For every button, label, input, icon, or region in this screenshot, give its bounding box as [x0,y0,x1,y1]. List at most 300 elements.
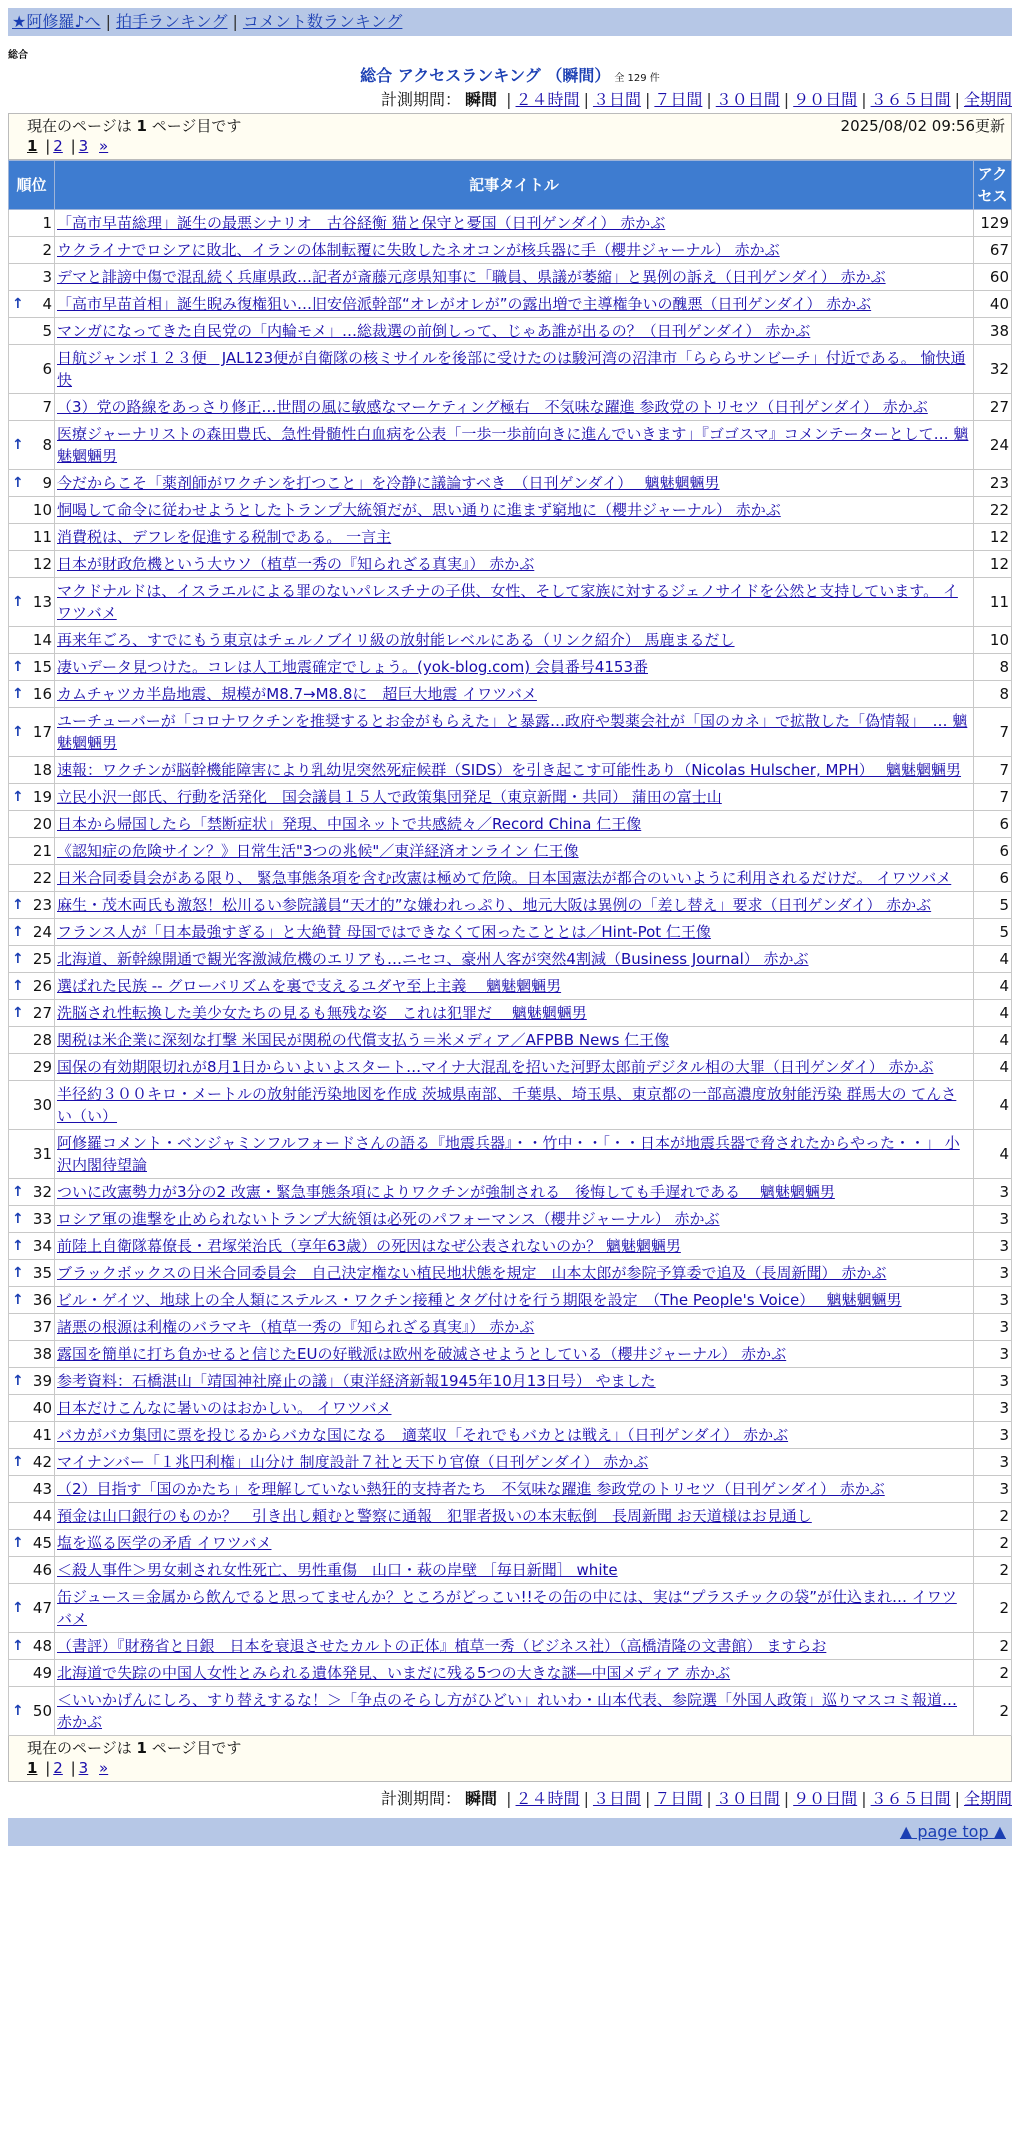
access-count: 6 [974,838,1012,865]
up-arrow-icon: ↑ [12,724,24,740]
rank-number: 27 [32,1004,52,1022]
table-row [9,497,1012,524]
rank-cell [9,470,55,497]
article-link[interactable]: （3）党の路線をあっさり修正…世間の風に敏感なマーケティング極右 不気味な躍進 参政党のトリセツ（日刊ゲンダイ） 赤かぶ [57,398,928,416]
access-count: 2 [974,1660,1012,1687]
access-count: 10 [974,627,1012,654]
access-count: 2 [974,1633,1012,1660]
access-count: 6 [974,865,1012,892]
article-link[interactable]: 露国を簡単に打ち負かせると信じたEUの好戦派は欧州を破滅させようとしている（櫻井ジャーナル） 赤かぶ [57,1345,787,1363]
period-separator: | [783,90,790,109]
period-option-link[interactable]: ９０日間 [793,90,858,109]
rank-cell [9,497,55,524]
rank-number: 7 [42,398,52,416]
rank-cell [9,708,55,757]
rank-number: 23 [32,896,52,914]
period-separator: | [783,1789,790,1808]
article-link[interactable]: 消費税は、デフレを促進する税制である。 一言主 [57,528,392,546]
rank-cell [9,1287,55,1314]
rank-cell [9,681,55,708]
title-cell [55,654,974,681]
article-link[interactable]: 預金は山口銀行のものか？ 引き出し頼むと警察に通報 犯罪者扱いの本末転倒 長周新聞 お天道様はお見通し [57,1507,812,1525]
rank-number: 18 [32,761,52,779]
next-page-link[interactable]: » [99,1759,109,1777]
access-count: 3 [974,1476,1012,1503]
table-row [9,681,1012,708]
table-row [9,1633,1012,1660]
rank-cell [9,1314,55,1341]
period-option-link[interactable]: ３０日間 [715,1789,780,1808]
rank-cell [9,1000,55,1027]
table-row [9,1476,1012,1503]
period-separator: | [861,1789,867,1808]
rank-cell [9,524,55,551]
rank-cell [9,1449,55,1476]
access-count: 3 [974,1449,1012,1476]
up-arrow-icon: ↑ [12,296,24,312]
rank-number: 42 [32,1453,52,1471]
title-cell [55,470,974,497]
title-cell [55,757,974,784]
period-separator: | [954,1789,960,1808]
access-count: 4 [974,1000,1012,1027]
article-link[interactable]: 塩を巡る医学の矛盾 イワツバメ [57,1534,272,1552]
rank-cell [9,1179,55,1206]
rank-cell [9,1633,55,1660]
page-top-link[interactable]: ▲ page top ▲ [899,1822,1006,1841]
up-arrow-icon: ↑ [12,924,24,940]
current-page-text: 現在のページは 1 ページ目です [27,117,242,135]
title-cell [55,1287,974,1314]
period-option-link[interactable]: ３６５日間 [870,90,951,109]
access-count: 2 [974,1503,1012,1530]
table-row [9,237,1012,264]
title-cell [55,1449,974,1476]
access-count: 2 [974,1584,1012,1633]
table-row [9,318,1012,345]
article-link[interactable]: ＜殺人事件＞男女刺され女性死亡、男性重傷 山口・萩の岸壁 ［毎日新聞］ white [57,1561,618,1579]
title-cell [55,1503,974,1530]
rank-cell [9,237,55,264]
page-link-2[interactable]: 2 [53,137,63,155]
table-row [9,1557,1012,1584]
article-link[interactable]: 恫喝して命令に従わせようとしたトランプ大統領だが、思い通りに進まず窮地に（櫻井ジャーナル） 赤かぶ [57,501,781,519]
article-link[interactable]: マンガになってきた自民党の「内輪モメ」…総裁選の前倒しって、じゃあ誰が出るの？（日刊ゲンダイ） 赤かぶ [57,322,811,340]
table-row [9,524,1012,551]
table-row [9,1054,1012,1081]
rank-number: 48 [32,1637,52,1655]
table-row [9,1314,1012,1341]
period-option-link[interactable]: ２４時間 [515,1789,580,1808]
article-link[interactable]: 立民小沢一郎氏、行動を活発化 国会議員１５人で政策集団発足（東京新聞・共同） 蒲田の富士山 [57,788,722,806]
table-row [9,1027,1012,1054]
access-count: 23 [974,470,1012,497]
up-arrow-icon: ↑ [12,659,24,675]
rank-number: 20 [32,815,52,833]
article-link[interactable]: 半径約３００キロ・メートルの放射能汚染地図を作成 茨城県南部、千葉県、埼玉県、東京都の一部高濃度放射能汚染 群馬大の てんさい（い） [57,1085,957,1125]
article-link[interactable]: 日本から帰国したら「禁断症状」発現、中国ネットで共感続々／Record China 仁王像 [57,815,642,833]
access-count: 12 [974,524,1012,551]
rank-cell [9,578,55,627]
up-arrow-icon: ↑ [12,1211,24,1227]
table-row [9,946,1012,973]
rank-number: 19 [32,788,52,806]
article-link[interactable]: バカがバカ集団に票を投じるからバカな国になる 適菜収「それでもバカとは戦え」（日刊ゲンダイ） 赤かぶ [57,1426,789,1444]
article-link[interactable]: 北海道で失踪の中国人女性とみられる遺体発見、いまだに残る5つの大きな謎―中国メディア 赤かぶ [57,1664,731,1682]
title-cell [55,1027,974,1054]
rank-cell [9,919,55,946]
access-count: 3 [974,1422,1012,1449]
title-cell [55,421,974,470]
access-count: 24 [974,421,1012,470]
rank-cell [9,865,55,892]
rank-cell [9,1687,55,1736]
rank-cell [9,1081,55,1130]
period-option-link[interactable]: ３日間 [592,1789,641,1808]
table-row [9,1341,1012,1368]
article-link[interactable]: ウクライナでロシアに敗北、イランの体制転覆に失敗したネオコンが核兵器に手（櫻井ジャーナル） 赤かぶ [57,241,780,259]
article-link[interactable]: マクドナルドは、イスラエルによる罪のないパレスチナの子供、女性、そして家族に対するジェノサイドを公然と支持しています。 イワツバメ [57,582,958,622]
table-row [9,1503,1012,1530]
article-link[interactable]: 再来年ごろ、すでにもう東京はチェルノブイリ級の放射能レベルにある（リンク紹介） 馬鹿まるだし [57,631,735,649]
rank-cell [9,784,55,811]
article-link[interactable]: 前陸上自衛隊幕僚長・君塚栄治氏（享年63歳）の死因はなぜ公表されないのか？ 魑魅魍魎男 [57,1237,681,1255]
rank-number: 9 [42,474,52,492]
article-link[interactable]: 日本が財政危機という大ウソ（植草一秀の『知られざる真実』） 赤かぶ [57,555,535,573]
rank-number: 3 [42,268,52,286]
up-arrow-icon: ↑ [12,1454,24,1470]
period-option-link[interactable]: ３６５日間 [870,1789,951,1808]
rank-cell [9,210,55,237]
rank-number: 4 [42,295,52,313]
access-count: 32 [974,345,1012,394]
article-link[interactable]: 「高市早苗首相」誕生睨み復権狙い…旧安倍派幹部“オレがオレが”の露出増で主導権争いの醜悪（日刊ゲンダイ） 赤かぶ [57,295,872,313]
period-option-link[interactable]: ９０日間 [793,1789,858,1808]
article-link[interactable]: 今だからこそ「薬剤師がワクチンを打つこと」を冷静に議論すべき （日刊ゲンダイ） 魑魅魍魎男 [57,474,720,492]
rank-cell [9,1530,55,1557]
rank-number: 38 [32,1345,52,1363]
period-separator: | [706,90,712,109]
table-row [9,1395,1012,1422]
period-separator: | [583,1789,589,1808]
period-option-link[interactable]: 全期間 [963,90,1012,109]
access-count: 60 [974,264,1012,291]
rank-number: 11 [32,528,52,546]
access-count: 22 [974,497,1012,524]
table-row [9,1260,1012,1287]
article-link[interactable]: 麻生・茂木両氏も激怒！松川るい参院議員“天才的”な嫌われっぷり、地元大阪は異例の「差し替え」要求（日刊ゲンダイ） 赤かぶ [57,896,932,914]
comment-ranking-link[interactable]: コメント数ランキング [242,12,403,31]
page-link-current: 1 [27,137,38,155]
article-link[interactable]: 北海道、新幹線開通で観光客激減危機のエリアも…ニセコ、豪州人客が突然4割減（Business Journal） 赤かぶ [57,950,809,968]
rank-cell [9,264,55,291]
access-count: 4 [974,946,1012,973]
up-arrow-icon: ↑ [12,594,24,610]
rank-number: 14 [32,631,52,649]
title-cell [55,1422,974,1449]
up-arrow-icon: ↑ [12,1535,24,1551]
rank-number: 15 [32,658,52,676]
access-count: 4 [974,1130,1012,1179]
access-count: 8 [974,681,1012,708]
article-link[interactable]: 参考資料：石橋湛山「靖国神社廃止の議」（東洋経済新報1945年10月13日号） やました [57,1372,656,1390]
title-cell [55,394,974,421]
up-arrow-icon: ↑ [12,1184,24,1200]
table-row [9,470,1012,497]
rank-cell [9,1422,55,1449]
up-arrow-icon: ↑ [12,686,24,702]
rank-number: 44 [32,1507,52,1525]
rank-number: 10 [32,501,52,519]
table-row [9,757,1012,784]
page-link-3[interactable]: 3 [78,137,89,155]
title-cell [55,1341,974,1368]
article-link[interactable]: 阿修羅コメント・ベンジャミンフルフォードさんの語る『地震兵器』・・竹中・・「・・日本が地震兵器で脅されたからやった・・」 小沢内閣待望論 [57,1134,960,1174]
up-arrow-icon: ↑ [12,1703,24,1719]
access-count: 5 [974,892,1012,919]
nav-separator: | [232,12,238,31]
rank-cell [9,1130,55,1179]
title-cell [55,811,974,838]
table-row [9,1233,1012,1260]
rank-number: 49 [32,1664,52,1682]
table-row [9,919,1012,946]
article-link[interactable]: 諸悪の根源は利権のバラマキ（植草一秀の『知られざる真実』） 赤かぶ [57,1318,535,1336]
rank-number: 35 [32,1264,52,1282]
title-cell [55,264,974,291]
period-separator: | [861,90,867,109]
table-row [9,1368,1012,1395]
rank-cell [9,1476,55,1503]
article-link[interactable]: ブラックボックスの日米合同委員会 自己決定権ない植民地状態を規定 山本太郎が参院予算委で追及（長周新聞） 赤かぶ [57,1264,887,1282]
title-cell [55,318,974,345]
period-separator: | [644,90,651,109]
table-row [9,1179,1012,1206]
period-separator: | [954,90,960,109]
rank-number: 16 [32,685,52,703]
rank-number: 21 [32,842,52,860]
title-cell [55,210,974,237]
title-cell [55,973,974,1000]
up-arrow-icon: ↑ [12,1600,24,1616]
title-cell [55,1395,974,1422]
up-arrow-icon: ↑ [12,1373,24,1389]
rank-number: 25 [32,950,52,968]
title-cell [55,237,974,264]
access-count: 12 [974,551,1012,578]
article-link[interactable]: 洗脳され性転換した美少女たちの見るも無残な姿 これは犯罪だ 魑魅魍魎男 [57,1004,587,1022]
title-cell [55,838,974,865]
article-link[interactable]: ビル・ゲイツ、地球上の全人類にステルス・ワクチン接種とタグ付けを行う期限を設定 （The People's Voice） 魑魅魍魎男 [57,1291,902,1309]
access-count: 27 [974,394,1012,421]
article-link[interactable]: （書評）『財務省と日銀 日本を衰退させたカルトの正体』植草一秀（ビジネス社）（高橋清隆の文書館） ますらお [57,1637,827,1655]
table-row [9,865,1012,892]
access-count: 2 [974,1530,1012,1557]
up-arrow-icon: ↑ [12,1005,24,1021]
up-arrow-icon: ↑ [12,1265,24,1281]
article-link[interactable]: カムチャツカ半島地震、規模がM8.7→M8.8に 超巨大地震 イワツバメ [57,685,537,703]
period-selector-bottom [8,1786,1012,1812]
period-option-link[interactable]: 全期間 [963,1789,1012,1808]
access-count: 3 [974,1395,1012,1422]
period-option-link[interactable]: ２４時間 [515,90,580,109]
access-count: 6 [974,811,1012,838]
page-link-current: 1 [27,1759,38,1777]
period-option-link[interactable]: ３０日間 [715,90,780,109]
home-link[interactable]: ★阿修羅♪へ [12,12,101,31]
rank-cell [9,1341,55,1368]
rank-number: 12 [32,555,52,573]
clap-ranking-link[interactable]: 拍手ランキング [115,12,228,31]
table-row [9,708,1012,757]
top-nav-bar [8,8,1012,36]
table-row [9,654,1012,681]
table-row [9,1081,1012,1130]
title-cell [55,1206,974,1233]
rank-cell [9,1027,55,1054]
title-cell [55,865,974,892]
article-link[interactable]: 日航ジャンボ１２３便 JAL123便が自衛隊の核ミサイルを後部に受けたのは駿河湾の沼津市「らららサンビーチ」付近である。 愉快通快 [57,349,966,389]
rank-number: 46 [32,1561,52,1579]
rank-number: 39 [32,1372,52,1390]
article-link[interactable]: ロシア軍の進撃を止められないトランプ大統領は必死のパフォーマンス（櫻井ジャーナル） 赤かぶ [57,1210,720,1228]
article-link[interactable]: ＜いいかげんにしろ、すり替えするな！＞「争点のそらし方がひどい」れいわ・山本代表、参院選「外国人政策」巡りマスコミ報道… 赤かぶ [57,1691,958,1731]
pager-bottom: 現在のページは 1 ページ目です 1 | 2 | 3 » [8,1736,1012,1782]
access-count: 3 [974,1179,1012,1206]
article-link[interactable]: 速報：ワクチンが脳幹機能障害により乳幼児突然死症候群（SIDS）を引き起こす可能性あり（Nicolas Hulscher, MPH） 魑魅魍魎男 [57,761,962,779]
access-count: 3 [974,1341,1012,1368]
rank-cell [9,1660,55,1687]
rank-cell [9,551,55,578]
rank-cell [9,892,55,919]
title-cell [55,1054,974,1081]
access-count: 4 [974,973,1012,1000]
rank-number: 43 [32,1480,52,1498]
article-link[interactable]: 凄いデータ見つけた。コレは人工地震確定でしょう。(yok-blog.com) 会員番号4153番 [57,658,648,676]
article-link[interactable]: 選ばれた民族 -- グローバリズムを裏で支えるユダヤ至上主義 魑魅魍魎男 [57,977,562,995]
article-link[interactable]: 国保の有効期限切れが8月1日からいよいよスタート…マイナ大混乱を招いた河野太郎前デジタル相の大罪（日刊ゲンダイ） 赤かぶ [57,1058,934,1076]
access-header: アクセス [974,161,1012,210]
period-separator: | [706,1789,712,1808]
table-row [9,264,1012,291]
rank-number: 6 [42,360,52,378]
table-row [9,1449,1012,1476]
up-arrow-icon: ↑ [12,951,24,967]
article-link[interactable]: フランス人が「日本最強すぎる」と大絶賛 母国ではできなくて困ったこととは／Hint-Pot 仁王像 [57,923,711,941]
rank-cell [9,1395,55,1422]
rank-cell [9,421,55,470]
article-link[interactable]: ユーチューバーが「コロナワクチンを推奨するとお金がもらえた」と暴露…政府や製薬会社が「国のカネ」で拡散した「偽情報」 … 魑魅魍魎男 [57,712,968,752]
rank-cell [9,654,55,681]
access-count: 5 [974,919,1012,946]
article-link[interactable]: （2）目指す「国のかたち」を理解していない熱狂的支持者たち 不気味な躍進 参政党のトリセツ（日刊ゲンダイ） 赤かぶ [57,1480,885,1498]
article-link[interactable]: 医療ジャーナリストの森田豊氏、急性骨髄性白血病を公表「一歩一歩前向きに進んでいきます」『ゴゴスマ』コメンテーターとして… 魑魅魍魎男 [57,425,969,465]
article-link[interactable]: デマと誹謗中傷で混乱続く兵庫県政…記者が斎藤元彦県知事に「職員、県議が萎縮」と異例の訴え（日刊ゲンダイ） 赤かぶ [57,268,886,286]
access-count: 7 [974,708,1012,757]
rank-number: 47 [32,1599,52,1617]
nav-separator: | [105,12,111,31]
article-link[interactable]: ついに改憲勢力が3分の2 改憲・緊急事態条項によりワクチンが強制される 後悔しても手遅れである 魑魅魍魎男 [57,1183,835,1201]
rank-number: 31 [32,1145,52,1163]
article-link[interactable]: 関税は米企業に深刻な打撃 米国民が関税の代償支払う＝米メディア／AFPBB News 仁王像 [57,1031,670,1049]
rank-number: 36 [32,1291,52,1309]
rank-cell [9,973,55,1000]
title-cell [55,1633,974,1660]
period-separator: | [506,90,512,109]
access-count: 7 [974,784,1012,811]
period-option-link[interactable]: ７日間 [654,1789,703,1808]
current-page-text-bottom: 現在のページは 1 ページ目です [27,1739,242,1757]
rank-cell [9,1260,55,1287]
access-count: 3 [974,1368,1012,1395]
rank-cell [9,811,55,838]
table-row [9,1584,1012,1633]
period-option-link[interactable]: ３日間 [592,90,641,109]
page-link-3[interactable]: 3 [78,1759,89,1777]
title-cell [55,708,974,757]
title-cell [55,946,974,973]
article-link[interactable]: 《認知症の危険サイン？》日常生活"3つの兆候"／東洋経済オンライン 仁王像 [57,842,579,860]
table-row [9,784,1012,811]
page-title: 総合 アクセスランキング （瞬間） [360,66,611,85]
rank-cell [9,1368,55,1395]
rank-cell [9,1584,55,1633]
period-option-link[interactable]: ７日間 [654,90,703,109]
rank-cell [9,1557,55,1584]
access-count: 40 [974,291,1012,318]
rank-number: 13 [32,593,52,611]
access-count: 3 [974,1260,1012,1287]
access-count: 129 [974,210,1012,237]
rank-cell [9,291,55,318]
title-cell [55,1000,974,1027]
rank-number: 41 [32,1426,52,1444]
table-row [9,811,1012,838]
rank-number: 8 [42,436,52,454]
access-count: 4 [974,1081,1012,1130]
title-cell [55,784,974,811]
title-cell [55,1476,974,1503]
period-separator: | [506,1789,512,1808]
rank-header: 順位 [9,161,55,210]
page-link-2[interactable]: 2 [53,1759,63,1777]
article-link[interactable]: 日米合同委員会がある限り、 緊急事態条項を含む改憲は極めて危険。日本国憲法が都合のいいように利用されるだけだ。 イワツバメ [57,869,952,887]
table-row [9,551,1012,578]
table-row [9,210,1012,237]
rank-number: 33 [32,1210,52,1228]
title-cell [55,1557,974,1584]
access-count: 2 [974,1687,1012,1736]
article-link[interactable]: マイナンバー「１兆円利権」山分け 制度設計７社と天下り官僚（日刊ゲンダイ） 赤かぶ [57,1453,649,1471]
up-arrow-icon: ↑ [12,437,24,453]
table-row [9,345,1012,394]
article-link[interactable]: 「高市早苗総理」誕生の最悪シナリオ 古谷経衡 猫と保守と憂国（日刊ゲンダイ） 赤かぶ [57,214,666,232]
next-page-link[interactable]: » [99,137,109,155]
rank-number: 40 [32,1399,52,1417]
pager-top: 現在のページは 1 ページ目です 2025/08/02 09:56更新 1 | 2 | 3 » [8,113,1012,160]
rank-number: 22 [32,869,52,887]
title-cell [55,1260,974,1287]
title-cell [55,1130,974,1179]
period-selector-top [8,87,1012,113]
page-title-row [8,65,1012,87]
rank-number: 2 [42,241,52,259]
access-count: 3 [974,1206,1012,1233]
article-link[interactable]: 缶ジュース＝金属から飲んでると思ってませんか？ところがどっこい!!その缶の中には、実は“プラスチックの袋”が仕込まれ… イワツバメ [57,1588,957,1628]
article-link[interactable]: 日本だけこんなに暑いのはおかしい。 イワツバメ [57,1399,392,1417]
rank-cell [9,946,55,973]
access-count: 67 [974,237,1012,264]
